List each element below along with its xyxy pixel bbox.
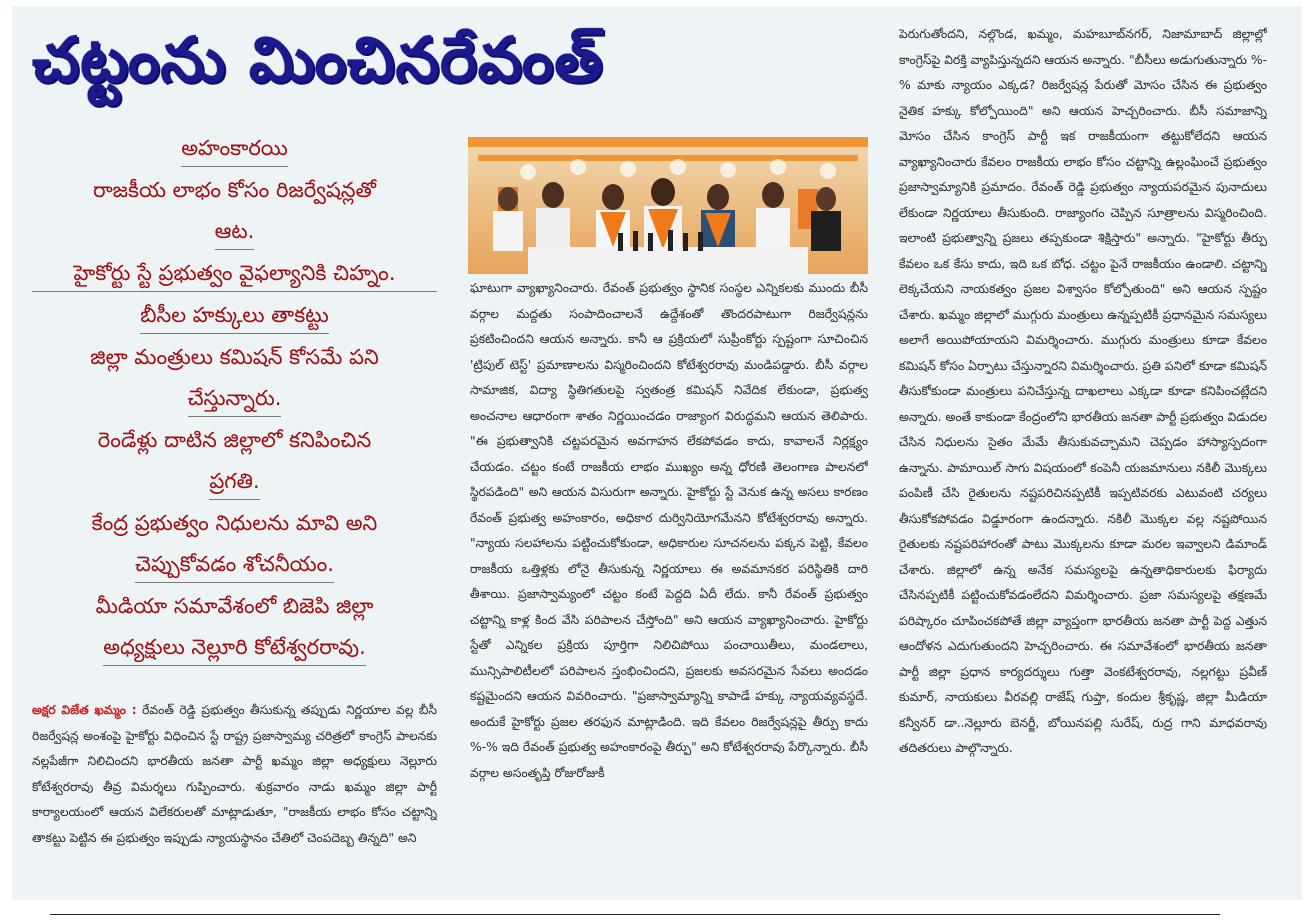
article-intro-text: [32, 698, 437, 851]
highlight-line-wrap: [32, 343, 437, 375]
article-intro: [32, 698, 437, 898]
article-middle-column: [470, 276, 868, 898]
highlight-line: చేస్తున్నారు.: [188, 384, 282, 417]
highlight-line: అధ్యక్షులు నెల్లూరి కోటేశ్వరరావు.: [103, 633, 366, 666]
highlight-line-wrap: [32, 176, 437, 208]
highlight-line-wrap: [32, 259, 437, 292]
article-right-column: [899, 22, 1267, 898]
highlight-line-wrap: [32, 134, 437, 176]
highlight-line: రాజకీయ లాభం కోసం రిజర్వేషన్లతో: [92, 178, 377, 202]
highlight-line: మీడియా సమావేశంలో బిజెపి జిల్లా: [95, 594, 374, 618]
highlight-line-wrap: [32, 633, 437, 675]
highlight-line: చెప్పుకోవడం శోచనీయం.: [135, 550, 334, 583]
highlight-line: ప్రగతి.: [209, 467, 259, 500]
highlight-line: అహంకారయి: [181, 134, 288, 167]
highlight-line-wrap: [32, 509, 437, 541]
byline: అక్షర విజేత ఖమ్మం :: [32, 703, 137, 717]
highlight-line-wrap: [32, 217, 437, 259]
highlight-line-wrap: [32, 467, 437, 509]
mid-body-text: ఘాటుగా వ్యాఖ్యానించారు. రేవంత్ ప్రభుత్వం స్థానిక సంస్థల ఎన్నికలకు ముందు బీసీ వర్గాల మద్దతు సంపాదించాలనే ఉద్దేశంతో తొందరపాటుగా రిజర్వేషన్లను ప్రకటించిందని ఆయన అన్నారు. కానీ ఆ ప్రక్రియలో సుప్రీంకోర్టు స్పష్టంగా సూచించిన 'ట్రిపుల్ టెస్ట్' ప్రమాణాలను విస్మరించిందని కోటేశ్వరరావు మండిపడ్డారు. బీసీ వర్గాల సామాజిక, విద్యా స్థితిగతులపై స్వతంత్ర కమిషన్ నివేదిక లేకుండా, ప్రభుత్వ అంచనాల ఆధారంగా శాతం నిర్ణయించడం రాజ్యాంగ విరుద్ధమని ఆయన తెలిపారు. "ఈ ప్రభుత్వానికి చట్టపరమైన అవగాహన లేకపోవడం కాదు, కావాలనే నిర్లక్ష్యం చేయడం. చట్టం కంటే రాజకీయ లాభం ముఖ్యం అన్న ధోరణి తెలంగాణ పాలనలో స్థిరపడింది" అని ఆయన విసురుగా అన్నారు. హైకోర్టు స్టే వెనుక ఉన్న అసలు కారణం రేవంత్ ప్రభుత్వ అహంకారం, అధికార దుర్వినియోగమేనని కోటేశ్వరరావు అన్నారు. "న్యాయ సలహాలను పట్టించుకోకుండా, అధికారుల సూచనలను పక్కన పెట్టి, కేవలం రాజకీయ ఒత్తిళ్లకు లోనై తీసుకున్న నిర్ణయాలు ఈ అవమానకర పరిస్థితికి దారి తీశాయి. ప్రజాస్వామ్యంలో చట్టం కంటే పెద్దది ఏదీ లేదు. కానీ రేవంత్ ప్రభుత్వం చట్టాన్ని కాళ్ల కింద వేసి పరిపాలన చేస్తోంది" అని ఆయన వ్యాఖ్యానించారు. హైకోర్టు స్టేతో ఎన్నికల ప్రక్రియ పూర్తిగా నిలిచిపోయి పంచాయితీలు, మండలాలు, మున్సిపాలిటీలలో పరిపాలన స్తంభించిందని, ప్రజలకు అవసరమైన సేవలు అందడం కష్టమైందని ఆయన వివరించారు. "ప్రజాస్వామ్యాన్ని కాపాడే హక్కు న్యాయవ్యవస్థదే. అందుకే హైకోర్టు ప్రజల తరఫున మాట్లాడింది. ఇది కేవలం రిజర్వేషన్లపై తీర్పు కాదు %-% ఇది రేవంత్ ప్రభుత్వ అహంకారంపై తీర్పు" అని కోటేశ్వరరావు పేర్కొన్నారు. బీసీ వర్గాల అసంతృప్తి రోజురోజుకీ: [470, 281, 868, 780]
highlight-line-wrap: [32, 426, 437, 458]
highlight-line-wrap: [32, 550, 437, 592]
right-body-text: పెరుగుతోందని, నల్గొండ, ఖమ్మం, మహబూబ్‌నగర్, నిజామాబాద్ జిల్లాల్లో కాంగ్రెస్‌పై విరక్తి వ్యాపిస్తున్నదని ఆయన అన్నారు. "బీసీలు అడుగుతున్నారు %-% మాకు న్యాయం ఎక్కడ? రిజర్వేషన్ల పేరుతో మోసం చేసిన ఈ ప్రభుత్వం నైతిక హక్కు కోల్పోయింది" అని ఆయన హెచ్చరించారు. బీసీ సమాజాన్ని మోసం చేసిన కాంగ్రెస్ పార్టీ ఇక రాజకీయంగా తట్టుకోలేదని ఆయన వ్యాఖ్యానించారు కేవలం రాజకీయ లాభం కోసం చట్టాన్ని ఉల్లంఘించే ప్రభుత్వం ప్రజాస్వామ్యానికి ప్రమాదం. రేవంత్ రెడ్డి ప్రభుత్వం న్యాయపరమైన పునాదులు లేకుండా నిర్ణయాలు తీసుకుంది. రాజ్యాంగం చెప్పిన సూత్రాలను విస్మరించింది. ఇలాంటి ప్రభుత్వాన్ని ప్రజలు తప్పకుండా శిక్షిస్తారు" అన్నారు. "హైకోర్టు తీర్పు కేవలం ఒక కేసు కాదు, ఇది ఒక బోధ. చట్టం పైనే రాజకీయం ఉండాలి. చట్టాన్ని లెక్కచేయని నాయకత్వం ప్రజల విశ్వాసం కోల్పోతుంది" అని ఆయన స్పష్టం చేశారు. ఖమ్మం జిల్లాలో ముగ్గురు మంత్రులు ఉన్నప్పటికీ ప్రధానమైన సమస్యలు అలాగే అయిపోయాయని విమర్శించారు. ముగ్గురు మంత్రులు కూడా కేవలం కమిషన్ కోసం ఏర్పాటు చేస్తున్నారని విమర్శించారు. ప్రతి పనిలో కూడా కమిషన్ తీసుకోకుండా మంత్రులు పనిచేస్తున్న దాఖలాలు ఎక్కడా కూడా కనిపించట్లేదని అన్నారు. అంతే కాకుండా కేంద్రంలోని భారతీయ జనతా పార్టీ ప్రభుత్వం విడుదల చేసిన నిధులను సైతం మేమే తీసుకువచ్చామని చెప్పడం హాస్యాస్పదంగా ఉన్నాను. పామాయిల్ సాగు విషయంలో కంపెనీ యజమానులు నకిలీ మొక్కలు పంపిణీ చేసి రైతులను నష్టపరిచినప్పటికీ ఇప్పటివరకు ఎటువంటి చర్యలు తీసుకోకపోవడం విడ్డూరంగా ఉందన్నారు. నకిలీ మొక్కల వల్ల నష్టపోయిన రైతులకు నష్టపరిహారంతో పాటు మొక్కలను కూడా మరల ఇవ్వాలని డిమాండ్ చేశారు. జిల్లాలో ఉన్న అనేక సమస్యలపై ఉన్నతాధికారులకు ఫిర్యాదు చేసినప్పటికీ పట్టించుకోవడంలేదని విమర్శించారు. ప్రజా సమస్యలపై తక్షణమే పరిష్కారం చూపించకపోతే జిల్లా వ్యాప్తంగా భారతీయ జనతా పార్టీ పెద్ద ఎత్తున ఆందోళన ఎదుగుతుందని హెచ్చరించారు. ఈ సమావేశంలో భారతీయ జనతా పార్టీ జిల్లా ప్రధాన కార్యదర్శులు గుత్తా వెంకటేశ్వరరావు, నల్లగట్టు ప్రవీణ్ కుమార్, నాయకులు వీరవల్లి రాజేష్ గుప్తా, కందుల శ్రీకృష్ణ, జిల్లా మీడియా కన్వీనర్ డా..నెల్లూరు బెనర్జీ, బోయినపల్లి సురేష్, రుద్ర గాని మాధవరావు తదితరులు పాల్గొన్నారు.: [899, 27, 1267, 755]
left-body-text: రేవంత్ రెడ్డి ప్రభుత్వం తీసుకున్న తప్పుడు నిర్ణయాల వల్ల బీసీ రిజర్వేషన్ల అంశంపై హైకోర్టు విధించిన స్టే రాష్ట్ర ప్రజాస్వామ్య చరిత్రలో కాంగ్రెస్ పాలనకు నల్లపేజీగా నిలిచిందని భారతీయ జనతా పార్టీ ఖమ్మం జిల్లా అధ్యక్షులు నెల్లూరు కోటేశ్వరరావు తీవ్ర విమర్శలు గుప్పించారు. శుక్రవారం నాడు ఖమ్మం జిల్లా పార్టీ కార్యాలయంలో ఆయన విలేకరులతో మాట్లాడుతూ, "రాజకీయ లాభం కోసం చట్టాన్ని తాకట్టు పెట్టిన ఈ ప్రభుత్వం ఇప్పుడు న్యాయస్థానం చేతిలో చెంపదెబ్బ తిన్నది" అని: [32, 703, 437, 845]
highlight-line-wrap: [32, 384, 437, 426]
highlight-line-wrap: [32, 592, 437, 624]
highlight-line: రెండేళ్లు దాటిన జిల్లాలో కనిపించిన: [97, 428, 372, 452]
highlight-line: బీసీల హక్కులు తాకట్టు: [140, 301, 328, 334]
highlight-line: జిల్లా మంత్రులు కమిషన్ కోసమే పని: [90, 345, 379, 369]
highlight-line: ఆట.: [215, 217, 255, 250]
highlight-line: కేంద్ర ప్రభుత్వం నిధులను మావి అని: [91, 511, 378, 535]
press-meet-photo-illustration: [468, 137, 868, 274]
highlights-column: [32, 134, 437, 689]
press-meet-photo: [468, 137, 868, 274]
highlight-line: హైకోర్టు స్టే ప్రభుత్వం వైఫల్యానికి చిహ్నం.: [32, 259, 437, 292]
bottom-divider: [50, 914, 1220, 915]
headline: చట్టంను మించినరేవంత్: [32, 23, 604, 96]
highlight-line-wrap: [32, 301, 437, 343]
newspaper-page: [12, 6, 1302, 900]
